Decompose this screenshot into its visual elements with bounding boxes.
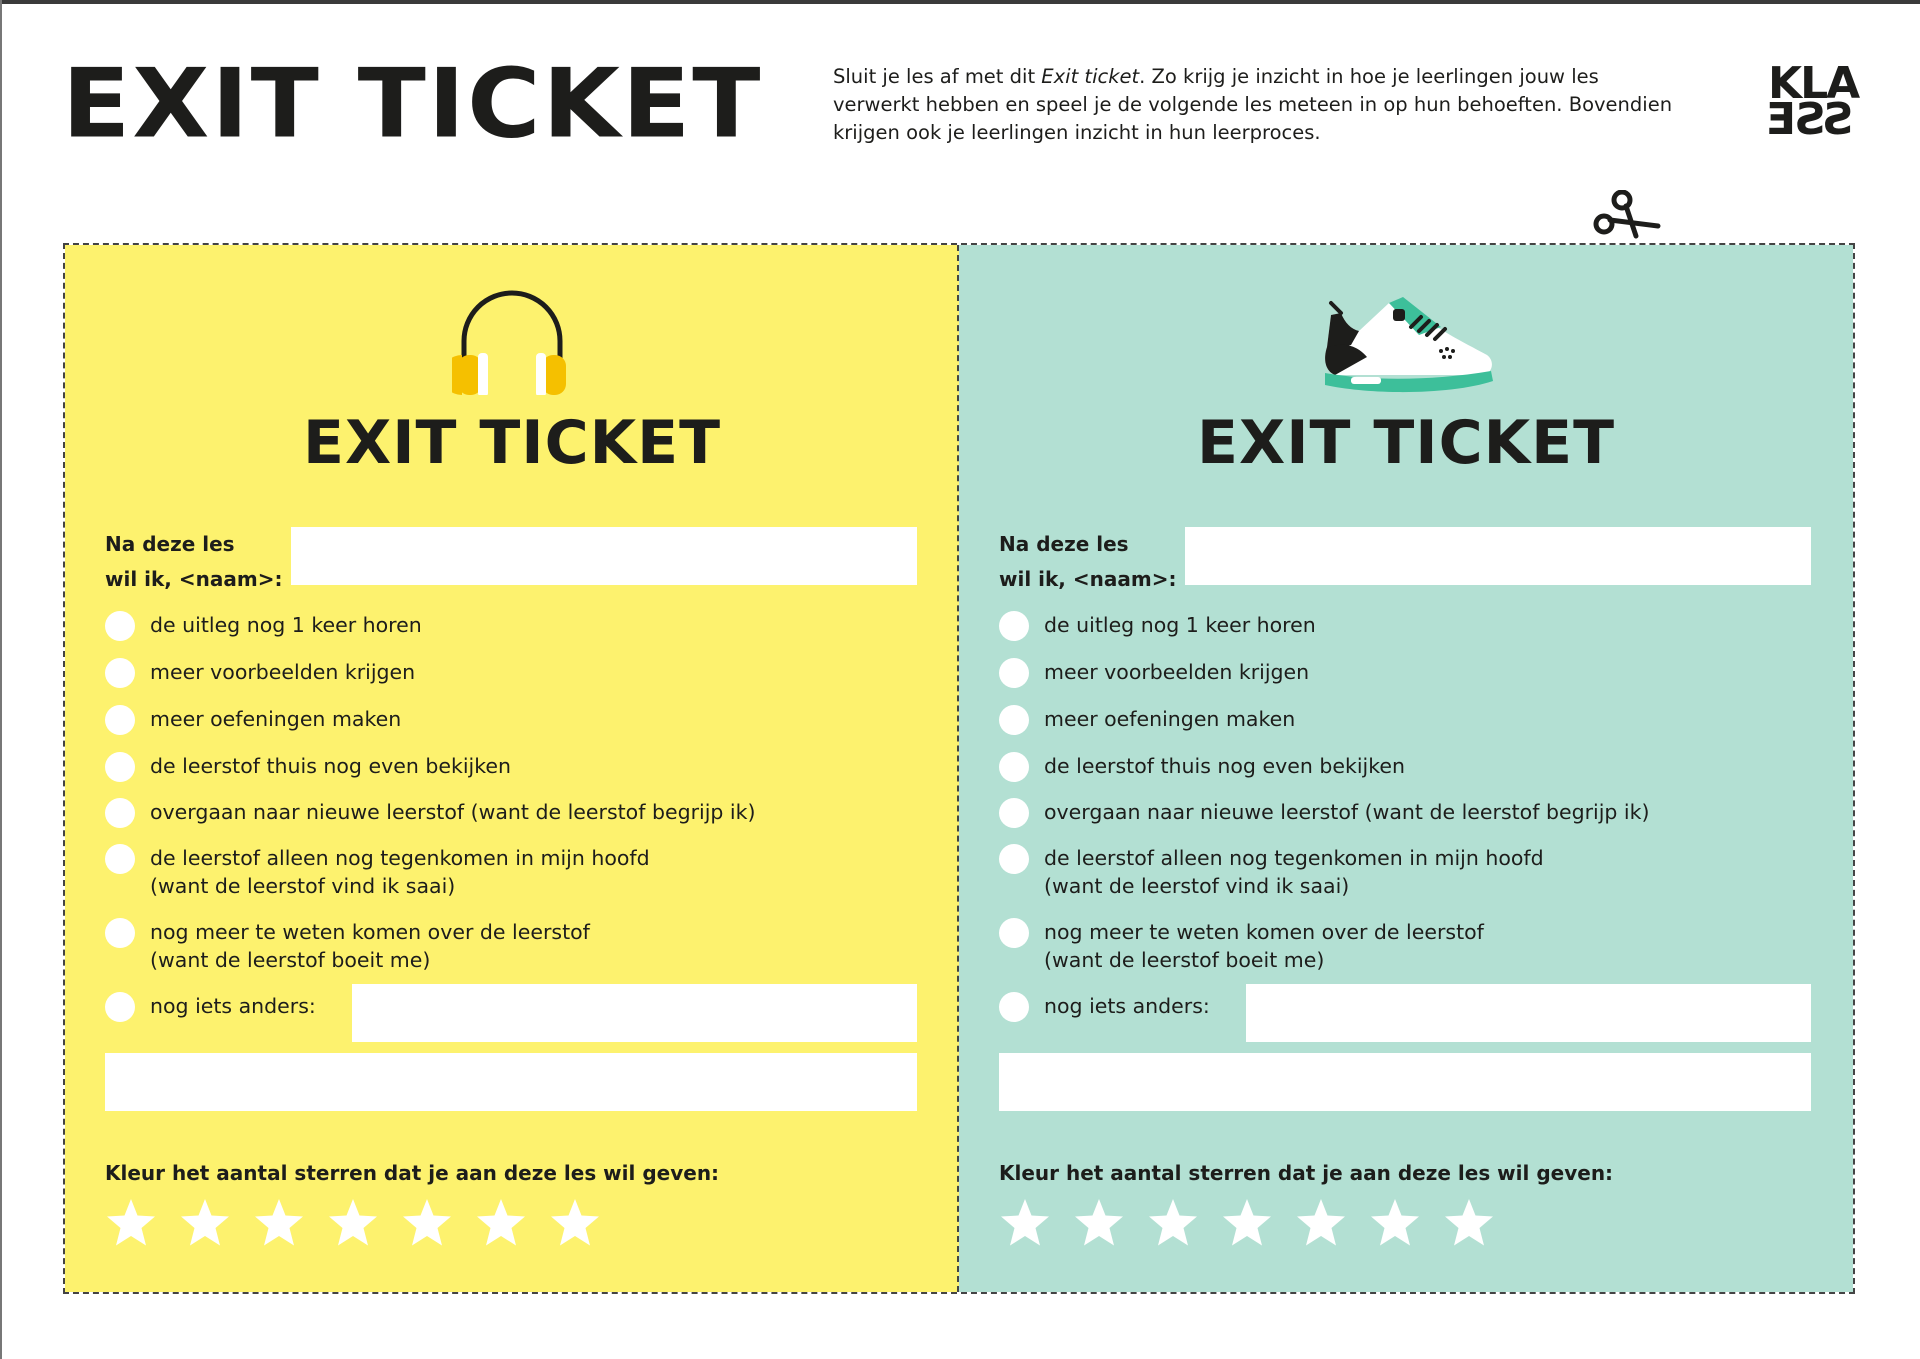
radio-button[interactable] — [999, 752, 1029, 782]
radio-button[interactable] — [105, 611, 135, 641]
star-icon[interactable] — [475, 1197, 527, 1249]
radio-button[interactable] — [105, 705, 135, 735]
option-label: meer voorbeelden krijgen — [1044, 660, 1310, 684]
star-icon[interactable] — [549, 1197, 601, 1249]
sneaker-icon — [1311, 285, 1501, 395]
ticket-teal — [959, 245, 1853, 1292]
other-field[interactable] — [1246, 984, 1811, 1042]
radio-button[interactable] — [999, 658, 1029, 688]
option-uitleg[interactable] — [999, 611, 1316, 641]
option-label — [150, 844, 650, 900]
intro-text — [833, 63, 1683, 147]
option-line-1: nog meer te weten komen over de leerstof — [150, 920, 590, 944]
star-icon[interactable] — [1295, 1197, 1347, 1249]
intro-before: Sluit je les af met dit — [833, 65, 1042, 88]
ticket-title: EXIT TICKET — [302, 408, 722, 478]
klasse-logo — [1768, 58, 1859, 145]
star-rating — [999, 1197, 1495, 1249]
radio-button[interactable] — [999, 992, 1029, 1022]
scissors-icon — [1592, 190, 1662, 244]
option-voorbeelden[interactable] — [105, 658, 415, 688]
option-iets-anders[interactable] — [999, 992, 1210, 1022]
top-rule — [0, 0, 1920, 4]
stars-label: Kleur het aantal sterren dat je aan deze les wil geven: — [999, 1161, 1614, 1185]
option-label: de uitleg nog 1 keer horen — [150, 613, 422, 637]
option-nieuwe-leerstof[interactable] — [999, 798, 1650, 828]
radio-button[interactable] — [999, 611, 1029, 641]
star-icon[interactable] — [999, 1197, 1051, 1249]
option-nieuwe-leerstof[interactable] — [105, 798, 756, 828]
star-icon[interactable] — [1073, 1197, 1125, 1249]
star-icon[interactable] — [1147, 1197, 1199, 1249]
radio-button[interactable] — [105, 752, 135, 782]
radio-button[interactable] — [999, 705, 1029, 735]
option-thuis[interactable] — [105, 752, 511, 782]
intro-emphasis: Exit ticket — [1041, 65, 1140, 88]
star-rating — [105, 1197, 601, 1249]
option-iets-anders[interactable] — [105, 992, 316, 1022]
radio-button[interactable] — [999, 798, 1029, 828]
option-line-1: de leerstof alleen nog tegenkomen in mijn hoofd — [1044, 846, 1544, 870]
star-icon[interactable] — [253, 1197, 305, 1249]
option-label: meer voorbeelden krijgen — [150, 660, 416, 684]
option-label: overgaan naar nieuwe leerstof (want de leerstof begrijp ik) — [150, 800, 756, 824]
option-thuis[interactable] — [999, 752, 1405, 782]
option-label — [150, 918, 590, 974]
name-label-line-2: wil ik, <naam>: — [105, 567, 283, 591]
radio-button[interactable] — [105, 844, 135, 874]
radio-button[interactable] — [105, 918, 135, 948]
radio-button[interactable] — [105, 658, 135, 688]
radio-button[interactable] — [999, 918, 1029, 948]
name-label-line-1: Na deze les — [999, 532, 1129, 556]
option-label: meer oefeningen maken — [150, 707, 402, 731]
left-rule — [0, 0, 2, 1359]
option-saai[interactable] — [105, 844, 650, 900]
option-label — [1044, 918, 1484, 974]
option-line-1: de leerstof alleen nog tegenkomen in mijn hoofd — [150, 846, 650, 870]
name-label — [999, 527, 1176, 597]
option-boeit[interactable] — [105, 918, 590, 974]
star-icon[interactable] — [1369, 1197, 1421, 1249]
radio-button[interactable] — [105, 798, 135, 828]
option-oefeningen[interactable] — [999, 705, 1295, 735]
name-label-line-1: Na deze les — [105, 532, 235, 556]
option-label: de uitleg nog 1 keer horen — [1044, 613, 1316, 637]
logo-line-1: KLA — [1768, 58, 1859, 109]
star-icon[interactable] — [179, 1197, 231, 1249]
radio-button[interactable] — [105, 992, 135, 1022]
option-label: meer oefeningen maken — [1044, 707, 1296, 731]
option-uitleg[interactable] — [105, 611, 422, 641]
option-label: nog iets anders: — [1044, 994, 1210, 1018]
star-icon[interactable] — [1443, 1197, 1495, 1249]
option-saai[interactable] — [999, 844, 1544, 900]
option-label: nog iets anders: — [150, 994, 316, 1018]
option-line-1: nog meer te weten komen over de leerstof — [1044, 920, 1484, 944]
page-title: EXIT TICKET — [62, 47, 763, 160]
option-voorbeelden[interactable] — [999, 658, 1309, 688]
ticket-title: EXIT TICKET — [1196, 408, 1616, 478]
name-field[interactable] — [291, 527, 917, 585]
ticket-yellow — [65, 245, 959, 1292]
option-line-2: (want de leerstof vind ik saai) — [1044, 874, 1350, 898]
radio-button[interactable] — [999, 844, 1029, 874]
logo-line-2: SSE — [1768, 94, 1854, 145]
stars-label: Kleur het aantal sterren dat je aan deze les wil geven: — [105, 1161, 720, 1185]
name-label — [105, 527, 282, 597]
option-label: de leerstof thuis nog even bekijken — [1044, 754, 1405, 778]
intro-after: . Zo krijg je inzicht in hoe je leerlingen jouw les verwerkt hebben en speel je de volgende les meteen in op hun behoeften. Bovendien krijgen ook je leerlingen inzicht in hun leerproces. — [833, 65, 1673, 144]
headphones-icon — [452, 285, 572, 395]
option-label: overgaan naar nieuwe leerstof (want de leerstof begrijp ik) — [1044, 800, 1650, 824]
extra-field[interactable] — [105, 1053, 917, 1111]
other-field[interactable] — [352, 984, 917, 1042]
star-icon[interactable] — [1221, 1197, 1273, 1249]
option-label: de leerstof thuis nog even bekijken — [150, 754, 511, 778]
star-icon[interactable] — [105, 1197, 157, 1249]
star-icon[interactable] — [327, 1197, 379, 1249]
option-line-2: (want de leerstof vind ik saai) — [150, 874, 456, 898]
option-oefeningen[interactable] — [105, 705, 401, 735]
extra-field[interactable] — [999, 1053, 1811, 1111]
option-line-2: (want de leerstof boeit me) — [150, 948, 431, 972]
name-field[interactable] — [1185, 527, 1811, 585]
option-label — [1044, 844, 1544, 900]
star-icon[interactable] — [401, 1197, 453, 1249]
option-boeit[interactable] — [999, 918, 1484, 974]
option-line-2: (want de leerstof boeit me) — [1044, 948, 1325, 972]
name-label-line-2: wil ik, <naam>: — [999, 567, 1177, 591]
